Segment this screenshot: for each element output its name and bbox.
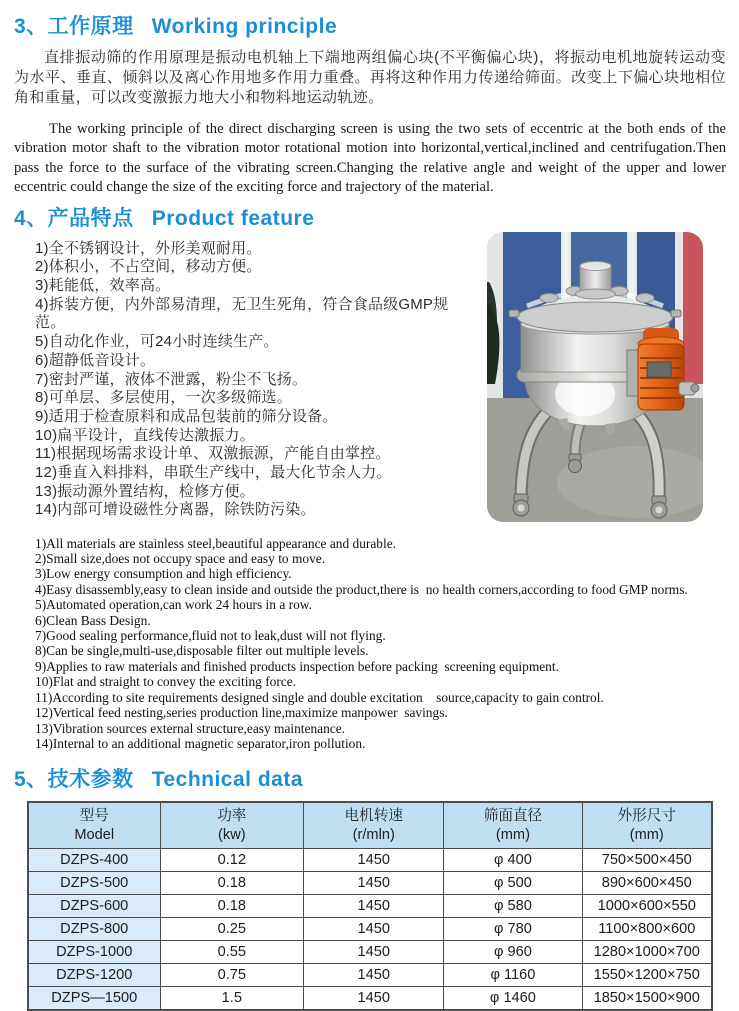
technical-data-heading-en: Technical data bbox=[151, 768, 304, 792]
cell-power: 1.5 bbox=[160, 987, 304, 1010]
cell-dimensions: 1280×1000×700 bbox=[582, 941, 712, 964]
feature-item-en: 14)Internal to an additional magnetic separator,iron pollution. bbox=[35, 735, 366, 751]
column-header: 型号 Model bbox=[28, 802, 160, 849]
feature-item-zh: 13)振动源外置结构，检修方便。 bbox=[35, 482, 255, 500]
technical-data-heading bbox=[14, 763, 726, 793]
cell-diameter: φ 1160 bbox=[444, 964, 582, 987]
cell-model: DZPS-1000 bbox=[28, 941, 160, 964]
feature-item-zh: 7)密封严谨，液体不泄露，粉尘不飞扬。 bbox=[35, 370, 308, 388]
cell-speed: 1450 bbox=[304, 872, 444, 895]
cell-dimensions: 1850×1500×900 bbox=[582, 987, 712, 1010]
cell-power: 0.12 bbox=[160, 849, 304, 872]
cell-speed: 1450 bbox=[304, 849, 444, 872]
cell-dimensions: 890×600×450 bbox=[582, 872, 712, 895]
cell-diameter: φ 500 bbox=[444, 872, 582, 895]
column-header: 外形尺寸 (mm) bbox=[582, 802, 712, 849]
table-row bbox=[28, 941, 712, 964]
cell-dimensions: 750×500×450 bbox=[582, 849, 712, 872]
feature-item-en: 1)All materials are stainless steel,beautiful appearance and durable. bbox=[35, 535, 397, 551]
feature-item-zh: 10)扁平设计，直线传达激振力。 bbox=[35, 426, 255, 444]
working-principle-heading-en: Working principle bbox=[151, 15, 338, 38]
feature-item-en: 5)Automated operation,can work 24 hours in a row. bbox=[35, 597, 312, 613]
feature-item-zh: 4)拆装方便，内外部易清理，无卫生死角，符合食品级GMP规范。 bbox=[35, 295, 449, 332]
cell-diameter: φ 1460 bbox=[444, 987, 582, 1010]
cell-model: DZPS—1500 bbox=[28, 987, 160, 1010]
cell-model: DZPS-500 bbox=[28, 872, 160, 895]
cell-power: 0.18 bbox=[160, 872, 304, 895]
feature-item-zh: 5)自动化作业，可24小时连续生产。 bbox=[35, 333, 279, 351]
table-body bbox=[28, 849, 712, 1010]
cell-dimensions: 1100×800×600 bbox=[582, 918, 712, 941]
working-principle-heading bbox=[14, 10, 726, 40]
cell-speed: 1450 bbox=[304, 941, 444, 964]
feature-item-zh: 8)可单层、多层使用，一次多级筛选。 bbox=[35, 389, 292, 407]
working-principle-paragraph-zh: 直排振动筛的作用原理是振动电机轴上下端地两组偏心块(不平衡偏心块)，将振动电机地旋转运动变为水平、垂直、倾斜以及离心作用地多作用力重叠。再将这种作用力传递给筛面。改变上下偏心块地相位角和重量，可以改变激振力地大小和物料地运动轨迹。 bbox=[14, 49, 726, 106]
feature-item-zh: 14)内部可增设磁性分离器，除铁防污染。 bbox=[35, 501, 316, 519]
table-row bbox=[28, 964, 712, 987]
cell-diameter: φ 580 bbox=[444, 895, 582, 918]
table-row bbox=[28, 849, 712, 872]
feature-item-zh: 6)超静低音设计。 bbox=[35, 351, 156, 369]
cell-speed: 1450 bbox=[304, 918, 444, 941]
feature-item-en: 12)Vertical feed nesting,series production line,maximize manpower savings. bbox=[35, 705, 448, 721]
column-header: 筛面直径 (mm) bbox=[444, 802, 582, 849]
feature-item-zh: 12)垂直入料排料，串联生产线中，最大化节余人力。 bbox=[35, 464, 392, 482]
feature-item-en: 6)Clean Bass Design. bbox=[35, 612, 151, 628]
feature-item-zh: 3)耗能低，效率高。 bbox=[35, 277, 171, 295]
cell-diameter: φ 960 bbox=[444, 941, 582, 964]
cell-model: DZPS-400 bbox=[28, 849, 160, 872]
feature-item-en: 4)Easy disassembly,easy to clean inside and outside the product,there is no health corners,according to food GMP norms. bbox=[35, 581, 688, 597]
product-feature-section bbox=[14, 240, 726, 522]
cell-speed: 1450 bbox=[304, 987, 444, 1010]
table-header-row bbox=[28, 802, 712, 849]
table-row bbox=[28, 918, 712, 941]
product-feature-heading bbox=[14, 202, 726, 232]
working-principle-heading-zh: 3、工作原理 bbox=[14, 15, 134, 38]
feature-item-zh: 1)全不锈钢设计，外形美观耐用。 bbox=[35, 239, 262, 257]
cell-model: DZPS-800 bbox=[28, 918, 160, 941]
technical-data-table bbox=[27, 801, 713, 1011]
product-feature-heading-en: Product feature bbox=[151, 206, 315, 230]
cell-speed: 1450 bbox=[304, 895, 444, 918]
cell-diameter: φ 780 bbox=[444, 918, 582, 941]
cell-model: DZPS-1200 bbox=[28, 964, 160, 987]
product-photo bbox=[487, 232, 703, 522]
table-row bbox=[28, 872, 712, 895]
feature-item-en: 8)Can be single,multi-use,disposable filter out multiple levels. bbox=[35, 643, 369, 659]
table-row bbox=[28, 987, 712, 1010]
feature-item-en: 3)Low energy consumption and high efficiency. bbox=[35, 566, 292, 582]
feature-item-en: 2)Small size,does not occupy space and easy to move. bbox=[35, 551, 326, 567]
cell-speed: 1450 bbox=[304, 964, 444, 987]
cell-power: 0.55 bbox=[160, 941, 304, 964]
feature-item-zh: 2)体积小，不占空间，移动方便。 bbox=[35, 258, 262, 276]
cell-power: 0.75 bbox=[160, 964, 304, 987]
cell-dimensions: 1000×600×550 bbox=[582, 895, 712, 918]
feature-item-en: 11)According to site requirements designed single and double excitation source,capacity to gain control. bbox=[35, 689, 604, 705]
technical-data-heading-zh: 5、技术参数 bbox=[14, 768, 134, 792]
feature-item-en: 10)Flat and straight to convey the exciting force. bbox=[35, 674, 297, 690]
table-row bbox=[28, 895, 712, 918]
vibrating-screen-illustration bbox=[487, 232, 703, 522]
feature-item-zh: 11)根据现场需求设计单、双激振源，产能自由掌控。 bbox=[35, 445, 391, 463]
cell-dimensions: 1550×1200×750 bbox=[582, 964, 712, 987]
cell-model: DZPS-600 bbox=[28, 895, 160, 918]
cell-power: 0.25 bbox=[160, 918, 304, 941]
feature-item-en: 13)Vibration sources external structure,easy maintenance. bbox=[35, 720, 346, 736]
features-list-en bbox=[14, 536, 726, 752]
cell-diameter: φ 400 bbox=[444, 849, 582, 872]
features-list-zh bbox=[14, 240, 462, 522]
feature-item-en: 7)Good sealing performance,fluid not to leak,dust will not flying. bbox=[35, 628, 386, 644]
column-header: 功率 (kw) bbox=[160, 802, 304, 849]
working-principle-paragraph-en: The working principle of the direct discharging screen is using the two sets of eccentric at the both ends of the vibration motor shaft to the vibration motor rotational motion into horizontal,vertical,inclined and centrifugation.Then pass the force to the surface of the vibrating screen.Changing the relative angle and weight of the upper and lower eccentric could change the size of the exciting force and trajectory of the material. bbox=[14, 121, 726, 196]
feature-item-zh: 9)适用于检查原料和成品包装前的筛分设备。 bbox=[35, 407, 338, 425]
cell-power: 0.18 bbox=[160, 895, 304, 918]
feature-item-en: 9)Applies to raw materials and finished products inspection before packing screening equipment. bbox=[35, 658, 559, 674]
column-header: 电机转速 (r/mln) bbox=[304, 802, 444, 849]
product-feature-heading-zh: 4、产品特点 bbox=[14, 206, 134, 230]
